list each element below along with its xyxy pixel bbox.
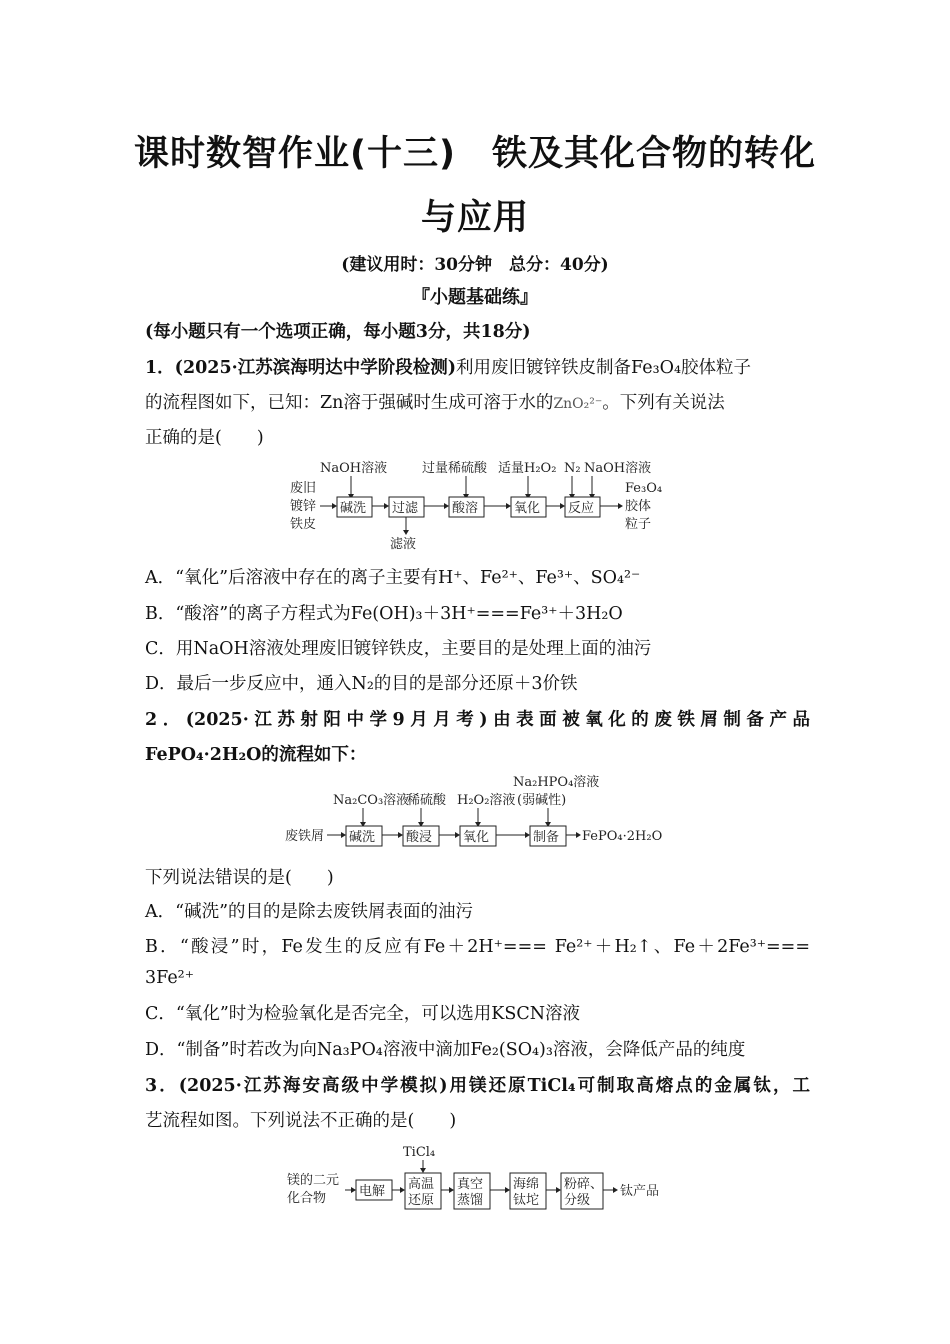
q3-label-ticl4: TiCl₄ — [403, 1145, 436, 1160]
q1-line1-text: 利用废旧镀锌铁皮制备Fe₃O₄胶体粒子 — [456, 358, 751, 378]
q3-step-label-3a: 真空 — [457, 1177, 484, 1192]
section-heading: 『小题基础练』 — [412, 287, 538, 308]
q3-step-label-3b: 蒸馏 — [457, 1193, 484, 1208]
q2-step-label-4: 制备 — [533, 830, 560, 845]
q3-flow-diagram — [285, 1140, 685, 1214]
q2-step-label-1: 碱洗 — [349, 830, 376, 845]
q3-step-label-1: 电解 — [359, 1184, 386, 1199]
q3-step-label-5b: 分级 — [564, 1193, 591, 1208]
q2-stem: 下列说法错误的是( ) — [145, 868, 334, 888]
q3-step-label-5a: 粉碎、 — [564, 1177, 604, 1192]
q1-filtrate: 滤液 — [390, 537, 417, 552]
q1-input-1: 废旧 — [290, 481, 317, 496]
q3-step-label-4a: 海绵 — [513, 1177, 540, 1192]
q2-line1: 2．(2025·江苏射阳中学9月月考)由表面被氧化的废铁屑制备产品 — [145, 710, 810, 730]
q1-label-naoh-2: NaOH溶液 — [584, 461, 652, 476]
q1-line2 — [145, 391, 810, 416]
q1-step-label-3: 酸溶 — [452, 501, 479, 516]
zincate-formula: ZnO₂²⁻ — [553, 396, 603, 412]
q2-option-d: D．“制备”时若改为向Na₃PO₄溶液中滴加Fe₂(SO₄)₃溶液，会降低产品的纯度 — [145, 1040, 746, 1060]
q2-option-a: A．“碱洗”的目的是除去废铁屑表面的油污 — [145, 902, 474, 922]
q1-step-label-1: 碱洗 — [340, 501, 367, 516]
q2-label-na2co3: Na₂CO₃溶液 — [333, 793, 410, 808]
q2-input: 废铁屑 — [285, 829, 325, 844]
q1-line2-text-b: 。下列有关说法 — [602, 393, 725, 413]
q2-label-na2hpo4: Na₂HPO₄溶液 — [513, 775, 600, 790]
time-score-note: (建议用时：30分钟 总分：40分) — [341, 255, 609, 275]
q2-option-b: B．“酸浸”时，Fe发生的反应有Fe＋2H⁺=== Fe²⁺＋H₂↑、Fe＋2Fe³⁺=== — [145, 937, 810, 957]
q1-label-h2so4: 过量稀硫酸 — [422, 461, 488, 476]
q2-option-c: C．“氧化”时为检验氧化是否完全，可以选用KSCN溶液 — [145, 1004, 581, 1024]
q3-step-label-2b: 还原 — [408, 1193, 435, 1208]
q1-input-3: 铁皮 — [290, 517, 317, 532]
q1-output-2: 胶体 — [625, 499, 652, 514]
q2-line2: FePO₄·2H₂O的流程如下： — [145, 745, 367, 765]
q2-label-h2so4: 稀硫酸 — [407, 793, 447, 808]
q2-flow-diagram — [285, 772, 685, 848]
q1-label-h2o2: 适量H₂O₂ — [498, 461, 557, 476]
q2-output: FePO₄·2H₂O — [582, 829, 663, 844]
q1-label-n2: N₂ — [564, 461, 581, 476]
page-title-line2: 与应用 — [420, 198, 529, 238]
q1-output-3: 粒子 — [625, 517, 652, 532]
q1-label-naoh-1: NaOH溶液 — [320, 461, 388, 476]
q3-input-2: 化合物 — [287, 1191, 327, 1206]
q2-label-weak-base: (弱碱性) — [517, 793, 567, 808]
q1-step-label-4: 氧化 — [514, 501, 541, 516]
q1-option-b: B．“酸溶”的离子方程式为Fe(OH)₃＋3H⁺===Fe³⁺＋3H₂O — [145, 604, 623, 624]
q2-step-label-2: 酸浸 — [406, 830, 433, 845]
q1-output-1: Fe₃O₄ — [625, 481, 663, 496]
q1-line2-text-a: 的流程图如下，已知：Zn溶于强碱时生成可溶于水的 — [145, 393, 554, 413]
q3-line2: 艺流程如图。下列说法不正确的是( ) — [145, 1111, 457, 1131]
q1-line1 — [145, 356, 810, 380]
q3-input-1: 镁的二元 — [287, 1173, 340, 1188]
q1-option-c: C．用NaOH溶液处理废旧镀锌铁皮，主要目的是处理上面的油污 — [145, 639, 652, 659]
q1-stem: 正确的是( ) — [145, 428, 264, 448]
q1-input-2: 镀锌 — [290, 499, 317, 514]
q2-option-b-cont: 3Fe²⁺ — [145, 968, 194, 988]
q1-flow-diagram — [280, 456, 680, 552]
q2-label-h2o2: H₂O₂溶液 — [457, 793, 516, 808]
instruction: (每小题只有一个选项正确，每小题3分，共18分) — [145, 322, 531, 342]
q3-line1: 3．(2025·江苏海安高级中学模拟)用镁还原TiCl₄可制取高熔点的金属钛，工 — [145, 1076, 810, 1096]
q1-source: 1．(2025·江苏滨海明达中学阶段检测) — [145, 358, 457, 378]
q2-step-label-3: 氧化 — [463, 830, 490, 845]
page-title: 课时数智作业(十三) 铁及其化合物的转化 — [134, 134, 816, 174]
q1-option-a: A．“氧化”后溶液中存在的离子主要有H⁺、Fe²⁺、Fe³⁺、SO₄²⁻ — [145, 568, 641, 588]
q3-step-label-2a: 高温 — [408, 1177, 435, 1192]
q1-step-label-5: 反应 — [568, 501, 595, 516]
q1-option-d: D．最后一步反应中，通入N₂的目的是部分还原＋3价铁 — [145, 674, 578, 694]
q3-output: 钛产品 — [620, 1184, 660, 1199]
q1-step-label-2: 过滤 — [392, 501, 419, 516]
q3-step-label-4b: 钛坨 — [513, 1193, 540, 1208]
